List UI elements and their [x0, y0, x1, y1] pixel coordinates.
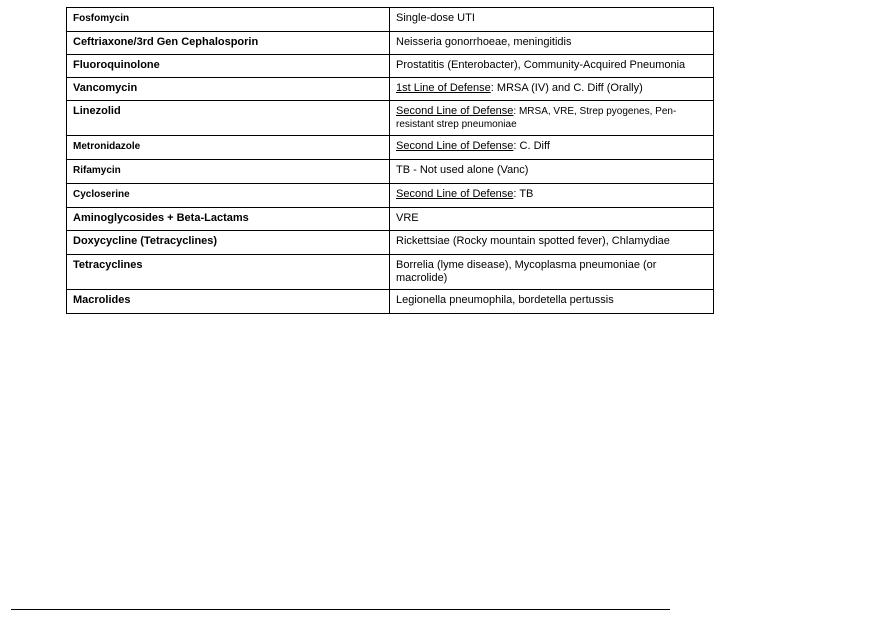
- table-row: [67, 290, 714, 314]
- table-row: [67, 32, 714, 55]
- indication-text: : TB: [513, 188, 534, 200]
- indication-cell: [390, 32, 714, 55]
- indication-text: Single-dose UTI: [396, 12, 475, 24]
- indication-text: : MRSA (IV) and C. Diff (Orally): [490, 82, 643, 94]
- drug-name-cell: Fosfomycin: [67, 8, 390, 32]
- indication-text: VRE: [396, 212, 419, 224]
- table-row: [67, 136, 714, 160]
- table-row: [67, 101, 714, 136]
- indication-cell: [390, 101, 714, 136]
- indication-text: Rickettsiae (Rocky mountain spotted fever), Chlamydiae: [396, 235, 670, 247]
- indication-cell: [390, 160, 714, 184]
- drug-name-cell: Linezolid: [67, 101, 390, 136]
- indication-text: Neisseria gonorrhoeae, meningitidis: [396, 36, 572, 48]
- drug-name-cell: Vancomycin: [67, 78, 390, 101]
- table-row: [67, 160, 714, 184]
- indication-text: : MRSA, VRE, Strep pyogenes, Pen-resistant strep pneumoniae: [396, 106, 677, 130]
- drug-name-cell: Rifamycin: [67, 160, 390, 184]
- indication-cell: [390, 8, 714, 32]
- indication-cell: [390, 290, 714, 314]
- indication-text: TB - Not used alone (Vanc): [396, 164, 529, 176]
- indication-text: Prostatitis (Enterobacter), Community-Acquired Pneumonia: [396, 59, 686, 71]
- drug-name-cell: Tetracyclines: [67, 255, 390, 290]
- table-row: [67, 78, 714, 101]
- drug-name-cell: Cycloserine: [67, 184, 390, 208]
- drug-name-cell: Aminoglycosides + Beta-Lactams: [67, 208, 390, 231]
- table-row: [67, 231, 714, 255]
- antibiotic-indications-table: [66, 7, 714, 314]
- indication-cell: [390, 184, 714, 208]
- drug-name-cell: Fluoroquinolone: [67, 55, 390, 78]
- indication-text: Borrelia (lyme disease), Mycoplasma pneumoniae (or macrolide): [396, 259, 657, 284]
- indication-cell: [390, 255, 714, 290]
- defense-line-label: Second Line of Defense: [396, 188, 514, 200]
- table-row: [67, 55, 714, 78]
- table-row: [67, 208, 714, 231]
- defense-line-label: Second Line of Defense: [396, 105, 514, 117]
- table-row: [67, 255, 714, 290]
- drug-name-cell: Ceftriaxone/3rd Gen Cephalosporin: [67, 32, 390, 55]
- indication-cell: [390, 231, 714, 255]
- drug-name-cell: Macrolides: [67, 290, 390, 314]
- indication-cell: [390, 55, 714, 78]
- indication-text: Legionella pneumophila, bordetella pertussis: [396, 294, 614, 306]
- indication-cell: [390, 136, 714, 160]
- drug-name-cell: Metronidazole: [67, 136, 390, 160]
- table-row: [67, 8, 714, 32]
- drug-name-cell: Doxycycline (Tetracyclines): [67, 231, 390, 255]
- defense-line-label: 1st Line of Defense: [396, 82, 491, 94]
- defense-line-label: Second Line of Defense: [396, 140, 514, 152]
- indication-text: : C. Diff: [513, 140, 550, 152]
- indication-cell: [390, 208, 714, 231]
- table-row: [67, 184, 714, 208]
- indication-cell: [390, 78, 714, 101]
- footer-divider: [11, 609, 670, 610]
